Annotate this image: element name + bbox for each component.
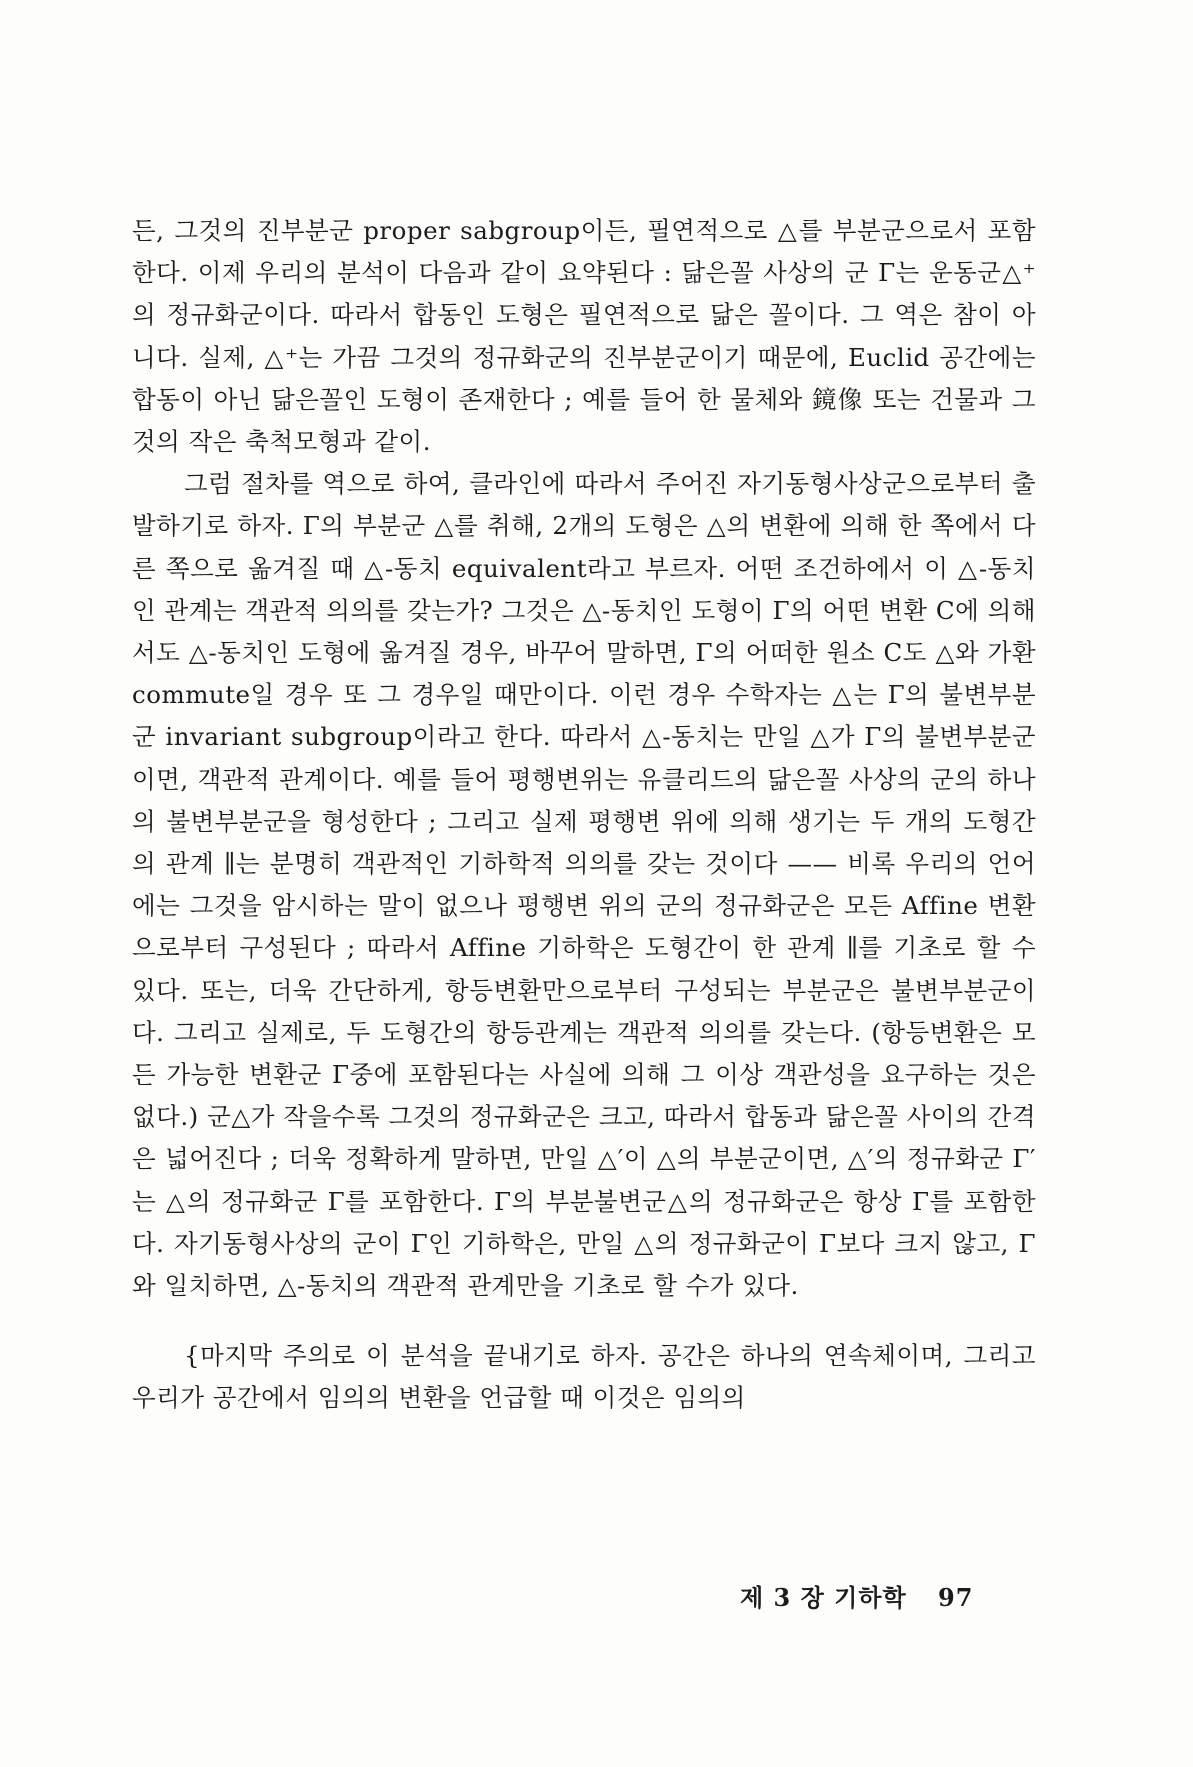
paragraph-klein-program: 그럼 절차를 역으로 하여, 클라인에 따라서 주어진 자기동형사상군으로부터 출발하기로 하자. Γ의 부분군 △를 취해, 2개의 도형은 △의 변환에 의해 한 쪽에서 다른 쪽으로 옮겨질 때 △-동치 equivalent라고 부르자. 어떤 조건하에서 이 △-동치인 관계는 객관적 의의를 갖는가? 그것은 △-동치인 도형이 Γ의 어떤 변환 C에 의해서도 △-동치인 도형에 옮겨질 경우, 바꾸어 말하면, Γ의 어떠한 원소 C도 △와 가환 commute일 경우 또 그 경우일 때만이다. 이런 경우 수학자는 △는 Γ의 불변부분군 invariant subgroup이라고 한다. 따라서 △-동치는 만일 △가 Γ의 불변부분군이면, 객관적 관계이다. 예를 들어 평행변위는 유클리드의 닮은꼴 사상의 군의 하나의 불변부분군을 형성한다 ; 그리고 실제 평행변 위에 의해 생기는 두 개의 도형간의 관계 ∥는 분명히 객관적인 기하학적 의의를 갖는 것이다 —— 비록 우리의 언어에는 그것을 암시하는 말이 없으나 평행변 위의 군의 정규화군은 모든 Affine 변환으로부터 구성된다 ; 따라서 Affine 기하학은 도형간이 한 관계 ∥를 기초로 할 수 있다. 또는, 더욱 간단하게, 항등변환만으로부터 구성되는 부분군은 불변부분군이다. 그리고 실제로, 두 도형간의 항등관계는 객관적 의의를 갖는다. (항등변환은 모든 가능한 변환군 Γ중에 포함된다는 사실에 의해 그 이상 객관성을 요구하는 것은 없다.) 군△가 작을수록 그것의 정규화군은 크고, 따라서 합동과 닮은꼴 사이의 간격은 넓어진다 ; 더욱 정확하게 말하면, 만일 △′이 △의 부분군이면, △′의 정규화군 Γ′는 △의 정규화군 Γ를 포함한다. Γ의 부분불변군△의 정규화군은 항상 Γ를 포함한다. 자기동형사상의 군이 Γ인 기하학은, 만일 △의 정규화군이 Γ보다 크지 않고, Γ와 일치하면, △-동치의 객관적 관계만을 기초로 할 수가 있다. — [132, 469, 1036, 1301]
page-number: 97 — [938, 1583, 974, 1612]
paragraph-continued: 든, 그것의 진부분군 proper sabgroup이든, 필연적으로 △를 부분군으로서 포함한다. 이제 우리의 분석이 다음과 같이 요약된다 : 닮은꼴 사상의 군 Γ는 운동군△⁺의 정규화군이다. 따라서 합동인 도형은 필연적으로 닮은 꼴이다. 그 역은 참이 아니다. 실제, △⁺는 가끔 그것의 정규화군의 진부분군이기 때문에, Euclid 공간에는 합동이 아닌 닮은꼴인 도형이 존재한다 ; 예를 들어 한 물체와 鏡像 또는 건물과 그것의 작은 축척모형과 같이. — [132, 216, 1036, 457]
body-text — [132, 210, 1036, 1420]
paragraph-final-remark: {마지막 주의로 이 분석을 끝내기로 하자. 공간은 하나의 연속체이며, 그리고 우리가 공간에서 임의의 변환을 언급할 때 이것은 임의의 — [132, 1341, 1036, 1413]
chapter-title: 제 3 장 기하학 — [740, 1583, 907, 1612]
running-footer — [740, 1578, 1040, 1613]
